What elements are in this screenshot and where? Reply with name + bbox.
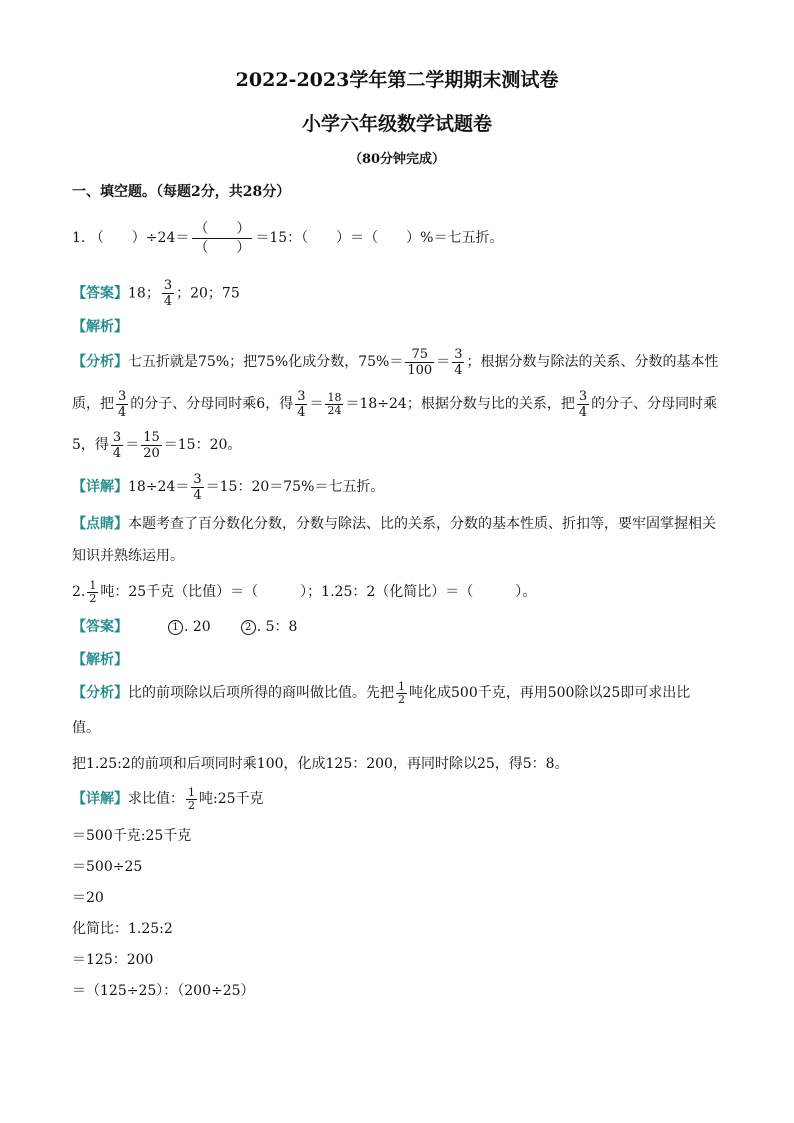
frac-num: 3 <box>454 346 463 362</box>
fraction <box>186 787 197 812</box>
frac-num: 18 <box>327 390 342 404</box>
frac-num: 3 <box>193 471 202 487</box>
q2-detail-line-2: ＝500千克:25千克 <box>72 828 192 844</box>
frac-num: 3 <box>578 388 588 404</box>
frac-num: 3 <box>112 429 122 445</box>
text-segment: ＝18÷24；根据分数与比的关系，把 <box>345 396 575 412</box>
text-segment: 的分子、分母同时乘 <box>591 396 718 412</box>
detail-tag: 【详解】 <box>72 479 128 495</box>
q2-detail-line-3: ＝500÷25 <box>72 859 143 875</box>
fraction <box>141 430 162 461</box>
frac-den: 4 <box>112 445 122 461</box>
q1-analysis-line-3 <box>72 428 241 462</box>
frac-num: 1 <box>188 785 195 799</box>
frac-den: 2 <box>398 692 405 706</box>
q1-answer-fraction <box>162 278 174 309</box>
text-segment: 5，得 <box>72 437 109 453</box>
q2-answer <box>72 617 297 637</box>
frac-den: 4 <box>297 404 306 420</box>
frac-den: 100 <box>407 362 433 378</box>
frac-den: 4 <box>193 487 202 503</box>
text-segment: ＝15：20＝75%＝七五折。 <box>205 479 385 495</box>
frac-num: 3 <box>297 388 306 404</box>
frac-num: 15 <box>143 429 160 445</box>
frac-den: 4 <box>454 362 463 378</box>
q1-point-line-1 <box>72 514 716 534</box>
frac-num: 1 <box>398 679 405 693</box>
q1-frac-den: （ ） <box>194 239 251 256</box>
circled-number: 2 <box>241 620 256 635</box>
text-segment: ＝ <box>436 354 451 370</box>
frac-num: 3 <box>163 278 173 293</box>
exam-title: 2022-2023学年第二学期期末测试卷 <box>235 69 559 91</box>
fraction <box>111 430 123 461</box>
text-segment: ＝ <box>125 437 140 453</box>
analysis-tag: 【分析】 <box>72 354 128 370</box>
fraction <box>396 681 407 706</box>
fraction <box>325 392 343 417</box>
detail-tag: 【详解】 <box>72 791 128 807</box>
q2-analysis-line-2: 值。 <box>72 720 100 736</box>
q1-answer-a: 18； <box>128 285 160 302</box>
text-segment: . 5：8 <box>256 619 298 635</box>
exam-duration: （80分钟完成） <box>348 152 446 167</box>
answer-tag: 【答案】 <box>72 619 128 635</box>
q1-analysis-line-2 <box>72 387 717 421</box>
point-tag: 【点睛】 <box>72 516 128 532</box>
circled-number: 1 <box>168 620 183 635</box>
text-segment: 求比值： <box>128 791 184 807</box>
q2-detail-line-1 <box>72 782 264 816</box>
q2-analysis-line-1 <box>72 676 690 710</box>
q1-blank-fraction <box>192 220 252 257</box>
text-segment: 本题考查了百分数化分数，分数与除法、比的关系，分数的基本性质、折扣等，要牢固掌握相关 <box>128 516 716 532</box>
text-segment: ；根据分数与除法的关系、分数的基本性 <box>466 354 719 370</box>
q2-jiexi-tag: 【解析】 <box>72 652 128 668</box>
answer-tag: 【答案】 <box>72 285 128 302</box>
frac-den: 2 <box>188 798 195 812</box>
analysis-tag: 【分析】 <box>72 685 128 701</box>
fraction <box>87 580 98 605</box>
frac-den: 2 <box>89 591 97 605</box>
fraction <box>295 389 307 420</box>
question-1 <box>72 218 503 258</box>
fraction <box>452 347 464 378</box>
exam-subtitle: 小学六年级数学试题卷 <box>301 113 492 135</box>
frac-den: 4 <box>578 404 588 420</box>
fraction <box>116 389 128 420</box>
text-segment: ＝15：20。 <box>163 437 242 453</box>
frac-den: 24 <box>327 403 342 417</box>
text-segment: 吨化成500千克，再用500除以25即可求出比 <box>409 685 691 701</box>
text-segment: 的分子、分母同时乘6，得 <box>130 396 294 412</box>
frac-den: 4 <box>118 404 127 420</box>
q1-suffix: ＝15：（ ）＝（ ）%＝七五折。 <box>255 230 504 246</box>
text-segment: 吨:25千克 <box>199 791 264 807</box>
q1-detail <box>72 470 384 504</box>
q1-answer-b: ；20；75 <box>176 285 240 302</box>
fraction <box>405 347 434 378</box>
q2-detail-line-5: 化简比：1.25:2 <box>72 921 173 937</box>
text-segment: . 20 <box>184 619 211 635</box>
q2-prefix: 2. <box>72 584 86 600</box>
fraction <box>191 472 203 503</box>
frac-num: 75 <box>405 347 434 363</box>
q2-detail-line-6: ＝125：200 <box>72 952 154 968</box>
q1-frac-num: （ ） <box>194 220 251 237</box>
frac-num: 1 <box>89 578 97 592</box>
section-heading: 一、填空题。（每题2分，共28分） <box>72 184 291 200</box>
text-segment: 比的前项除以后项所得的商叫做比值。先把 <box>128 685 394 701</box>
fraction <box>577 389 589 420</box>
q1-answer <box>72 278 240 309</box>
q1-analysis-line-1 <box>72 345 718 379</box>
q2-text: 吨：25千克（比值）＝（ ）；1.25：2（化简比）＝（ ）。 <box>100 584 537 600</box>
question-2 <box>72 575 536 609</box>
frac-den: 4 <box>163 294 173 309</box>
q2-detail-line-7: ＝（125÷25）：（200÷25） <box>72 983 255 999</box>
frac-den: 20 <box>143 445 160 461</box>
text-segment: 质，把 <box>72 396 114 412</box>
text-segment: ＝ <box>309 396 324 412</box>
text-segment: 七五折就是75%；把75%化成分数，75%＝ <box>128 354 404 370</box>
q1-prefix: 1. （ ）÷24＝ <box>72 230 190 246</box>
q2-detail-line-4: ＝20 <box>72 890 104 906</box>
q1-point-line-2: 知识并熟练运用。 <box>72 548 184 564</box>
text-segment: 18÷24＝ <box>128 479 190 495</box>
frac-num: 3 <box>118 388 127 404</box>
q1-jiexi-tag: 【解析】 <box>72 319 128 335</box>
q2-analysis-line-3: 把1.25:2的前项和后项同时乘100，化成125：200，再同时除以25，得5：8。 <box>72 756 569 772</box>
